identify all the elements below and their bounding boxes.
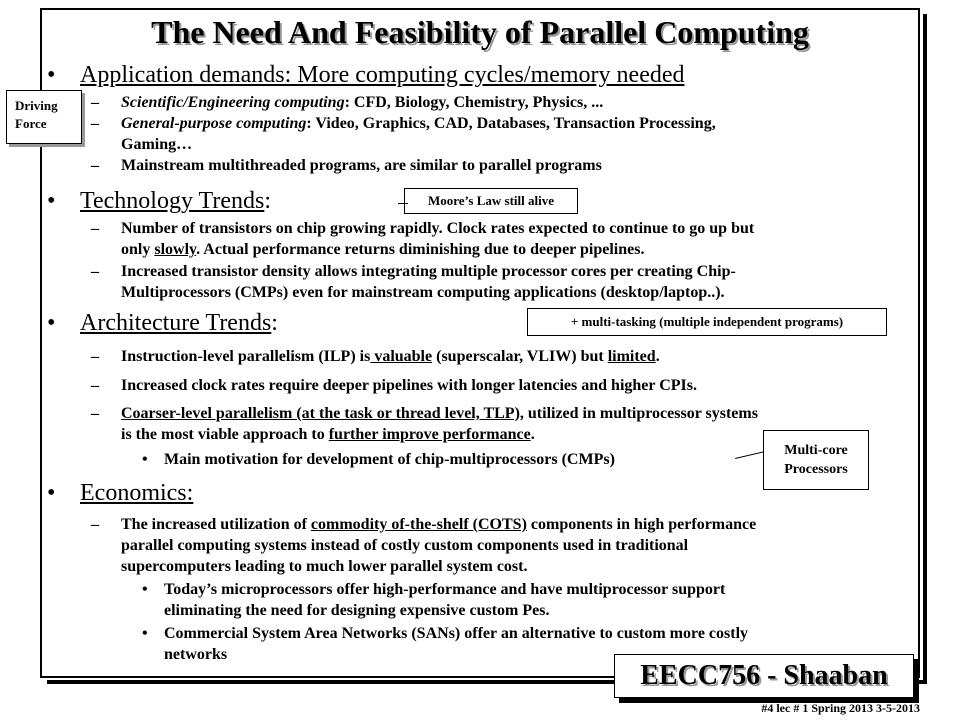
section-architecture-heading: • Architecture Trends: [47, 310, 278, 336]
list-item: – Coarser-level parallelism (at the task or thread level, TLP), utilized in multiprocessor systems is the most viable approach to further improve performance. [91, 405, 758, 443]
list-item: – Scientific/Engineering computing: CFD, Biology, Chemistry, Physics, ... [91, 94, 604, 111]
moores-law-connector [398, 203, 408, 204]
moores-law-callout: Moore’s Law still alive [404, 188, 578, 214]
slide-footer: #4 lec # 1 Spring 2013 3-5-2013 [761, 701, 920, 715]
list-item: – Number of transistors on chip growing rapidly. Clock rates expected to continue to go up but only slowly. Actual performance returns diminishing due to deeper pipelines. [91, 220, 755, 258]
list-subitem: • Commercial System Area Networks (SANs) offer an alternative to custom more costly networks [142, 625, 749, 663]
list-item: – Increased clock rates require deeper pipelines with longer latencies and higher CPIs. [91, 377, 697, 394]
bullet: • [47, 62, 56, 88]
list-subitem: • Main motivation for development of chip-multiprocessors (CMPs) [142, 451, 615, 468]
driving-force-line1: Driving [15, 98, 58, 113]
course-logo: EECC756 - Shaaban [614, 654, 914, 698]
list-item: – Instruction-level parallelism (ILP) is valuable (superscalar, VLIW) but limited. [91, 348, 660, 365]
list-item: – Increased transistor density allows integrating multiple processor cores per creating Chip- Multiprocessors (CMPs) even for mainstream computing applications (desktop/laptop..). [91, 263, 736, 301]
list-item: – Mainstream multithreaded programs, are similar to parallel programs [91, 157, 602, 174]
architecture-heading-text: Architecture Trends [80, 310, 272, 336]
slide-title: The Need And Feasibility of Parallel Computing [151, 14, 809, 50]
technology-heading-text: Technology Trends [80, 188, 265, 214]
section-application-heading [47, 60, 840, 90]
section-economics-heading: • Economics: [47, 480, 194, 506]
list-item: – The increased utilization of commodity of-the-shelf (COTS) components in high performance parallel computing systems instead of costly custom components used in traditional supercomputers leading to much lower parallel system cost. [91, 516, 757, 575]
list-subitem: • Today’s microprocessors offer high-performance and have multiprocessor support eliminating the need for designing expensive custom Pes. [142, 581, 726, 619]
economics-heading-text: Economics [80, 480, 187, 506]
multicore-callout: Multi-core Processors [763, 430, 869, 490]
bullet: • [47, 480, 56, 506]
application-heading-text: Application demands: More computing cycles/memory needed [80, 62, 685, 88]
section-technology-heading: • Technology Trends: [47, 188, 271, 214]
bullet: • [47, 310, 56, 336]
multitasking-callout: + multi-tasking (multiple independent programs) [527, 308, 887, 336]
driving-force-label [6, 90, 82, 144]
list-item: – General-purpose computing: Video, Graphics, CAD, Databases, Transaction Processing, Gaming… [91, 115, 716, 153]
bullet: • [47, 188, 56, 214]
driving-force-line2: Force [15, 116, 47, 131]
